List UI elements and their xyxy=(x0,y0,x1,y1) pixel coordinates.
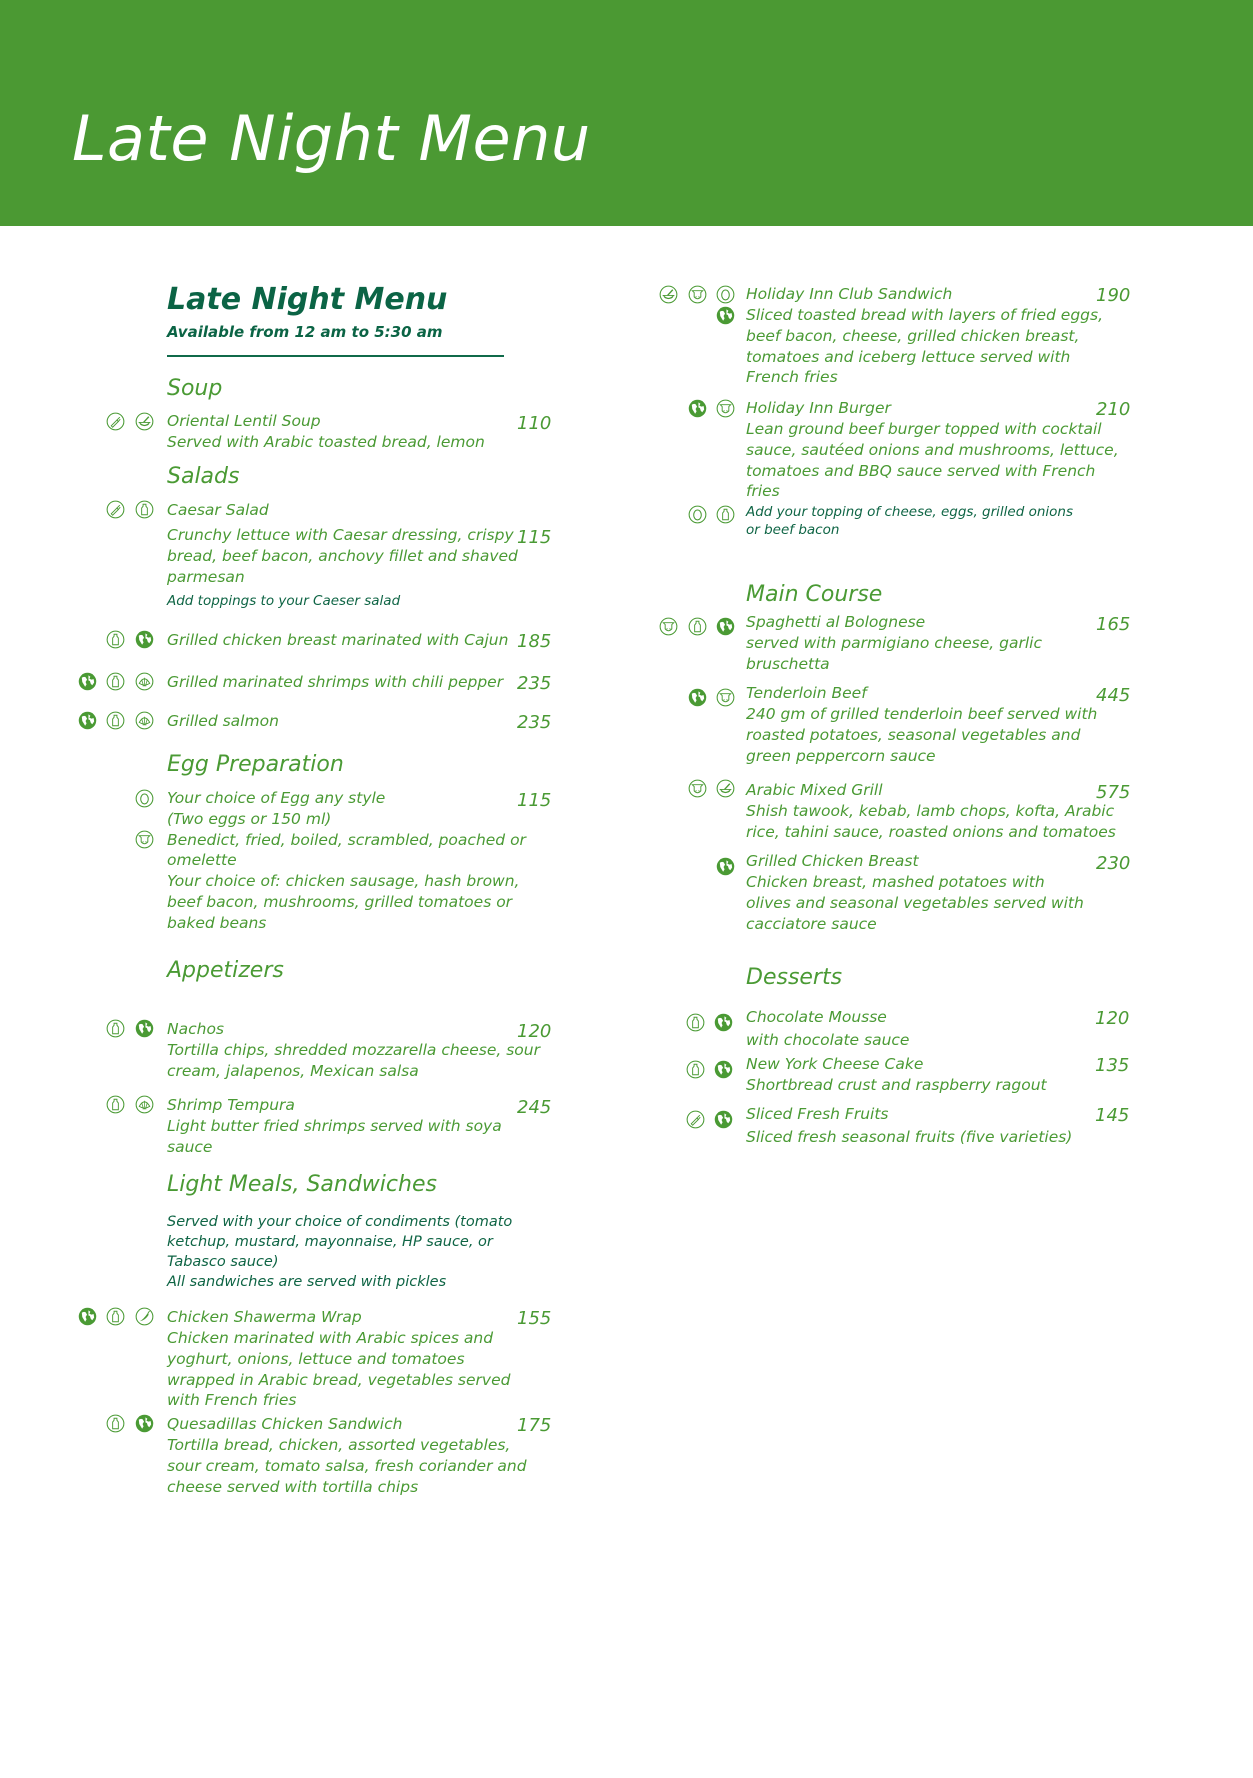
item-price: 110 xyxy=(517,413,552,434)
dairy-icon xyxy=(106,1414,125,1433)
item-description xyxy=(167,1435,527,1497)
desc-line: Light butter fried shrimps served with soya xyxy=(167,1117,502,1135)
item-description: Shortbread crust and raspberry ragout xyxy=(746,1076,1047,1094)
desc-line: parmesan xyxy=(167,567,245,586)
beef-icon xyxy=(688,285,707,304)
item-description xyxy=(746,704,1097,766)
item-description xyxy=(746,801,1116,843)
section-title-eggs: Egg Preparation xyxy=(167,752,344,777)
section-title-main-course: Main Course xyxy=(746,582,883,607)
item-description xyxy=(746,633,1042,675)
international-icon xyxy=(716,857,735,876)
vegetarian-icon xyxy=(106,500,125,519)
desc-line: French fries xyxy=(746,368,838,387)
desc-line: Lean ground beef burger topped with cocktail xyxy=(746,420,1102,438)
item-price: 175 xyxy=(517,1415,552,1436)
desc-line: Chicken breast, mashed potatoes with xyxy=(746,873,1045,891)
desc-line: beef bacon, mushrooms, grilled tomatoes or xyxy=(167,892,513,911)
international-icon xyxy=(78,711,97,730)
item-name: Oriental Lentil Soup xyxy=(167,412,321,430)
desc-line: Your choice of Egg any style xyxy=(167,789,386,807)
item-name: Holiday Inn Burger xyxy=(746,399,891,417)
item-name: Grilled Chicken Breast xyxy=(746,852,919,870)
item-description xyxy=(167,1040,540,1082)
egg-icon xyxy=(135,789,154,808)
item-name: Holiday Inn Club Sandwich xyxy=(746,285,953,303)
international-icon xyxy=(135,630,154,649)
note-line: or beef bacon xyxy=(746,521,840,538)
international-icon xyxy=(716,617,735,636)
item-description: with chocolate sauce xyxy=(746,1031,910,1049)
spicy-icon xyxy=(135,1307,154,1326)
desc-line: rice, tahini sauce, roasted onions and tomatoes xyxy=(746,822,1116,841)
dairy-icon xyxy=(106,1095,125,1114)
topping-price: 235 xyxy=(517,673,552,694)
desc-line: green peppercorn sauce xyxy=(746,746,936,765)
dairy-icon xyxy=(106,630,125,649)
item-price: 245 xyxy=(517,1097,552,1118)
desc-line: served with parmigiano cheese, garlic xyxy=(746,634,1042,652)
desc-line: sauce, sautéed onions and mushrooms, lettuce, xyxy=(746,440,1119,459)
beef-icon xyxy=(135,830,154,849)
item-description xyxy=(167,525,518,587)
item-price: 155 xyxy=(517,1308,552,1329)
signature-dish-icon xyxy=(135,412,154,431)
international-icon xyxy=(716,306,735,325)
egg-icon xyxy=(716,285,735,304)
signature-dish-icon xyxy=(716,779,735,798)
desc-line: roasted potatoes, seasonal vegetables and xyxy=(746,725,1081,744)
international-icon xyxy=(78,672,97,691)
item-price: 135 xyxy=(1095,1055,1130,1076)
desc-line: 240 gm of grilled tenderloin beef served with xyxy=(746,705,1098,723)
item-description: Served with Arabic toasted bread, lemon xyxy=(167,433,485,451)
international-icon xyxy=(135,1019,154,1038)
seafood-icon xyxy=(135,1095,154,1114)
international-icon xyxy=(714,1060,733,1079)
divider xyxy=(167,355,504,357)
international-icon xyxy=(714,1110,733,1129)
seafood-icon xyxy=(135,672,154,691)
item-description xyxy=(167,1116,502,1158)
desc-line: fries xyxy=(746,482,780,501)
topping-name: Grilled chicken breast marinated with Cajun xyxy=(167,631,509,649)
desc-line: bruschetta xyxy=(746,654,830,673)
item-name: Shrimp Tempura xyxy=(167,1096,295,1114)
note-line: Served with your choice of condiments (tomato xyxy=(167,1214,513,1230)
note-line: Add your topping of cheese, eggs, grilled onions xyxy=(746,504,1073,520)
desc-line: with French fries xyxy=(167,1391,297,1410)
topping-price: 185 xyxy=(517,631,552,652)
desc-line: tomatoes and BBQ sauce served with French xyxy=(746,461,1096,480)
desc-line: Tortilla bread, chicken, assorted vegetables, xyxy=(167,1436,511,1454)
desc-line: Chicken marinated with Arabic spices and xyxy=(167,1329,494,1347)
item-price: 120 xyxy=(1095,1008,1130,1029)
dairy-icon xyxy=(106,1307,125,1326)
international-icon xyxy=(78,1307,97,1326)
section-title-salads: Salads xyxy=(167,464,240,489)
item-name: Chocolate Mousse xyxy=(746,1008,887,1026)
menu-title: Late Night Menu xyxy=(167,282,448,317)
signature-dish-icon xyxy=(659,285,678,304)
item-price: 575 xyxy=(1096,782,1131,803)
item-description xyxy=(746,872,1084,934)
note-line: Tabasco sauce) xyxy=(167,1254,279,1270)
international-icon xyxy=(688,399,707,418)
banner-title: Late Night Menu xyxy=(72,102,591,175)
desc-line: Benedict, fried, boiled, scrambled, poached or xyxy=(167,830,526,849)
item-price: 115 xyxy=(517,527,552,548)
dairy-icon xyxy=(686,1060,705,1079)
desc-line: olives and seasonal vegetables served with xyxy=(746,893,1084,912)
beef-icon xyxy=(659,617,678,636)
desc-line: sauce xyxy=(167,1137,213,1156)
item-price: 120 xyxy=(517,1021,552,1042)
item-description xyxy=(167,1328,510,1411)
item-description xyxy=(746,419,1119,502)
desc-line: Crunchy lettuce with Caesar dressing, crispy xyxy=(167,526,514,544)
item-name: Chicken Shawerma Wrap xyxy=(167,1308,362,1326)
seafood-icon xyxy=(135,711,154,730)
burger-toppings-note xyxy=(746,504,1073,539)
item-description: Sliced fresh seasonal fruits (five varieties) xyxy=(746,1128,1073,1146)
item-price: 115 xyxy=(517,790,552,811)
item-name: Spaghetti al Bolognese xyxy=(746,613,926,631)
note-line: ketchup, mustard, mayonnaise, HP sauce, or xyxy=(167,1234,493,1250)
vegetarian-icon xyxy=(686,1110,705,1129)
condiments-note xyxy=(167,1212,512,1292)
note-line: All sandwiches are served with pickles xyxy=(167,1274,447,1290)
desc-line: yoghurt, onions, lettuce and tomatoes xyxy=(167,1349,465,1368)
dairy-icon xyxy=(135,500,154,519)
desc-line: Sliced toasted bread with layers of fried eggs, xyxy=(746,306,1104,324)
egg-description xyxy=(167,788,526,934)
dairy-icon xyxy=(686,1013,705,1032)
item-price: 190 xyxy=(1096,285,1131,306)
desc-line: (Two eggs or 150 ml) xyxy=(167,809,332,828)
beef-icon xyxy=(716,688,735,707)
international-icon xyxy=(688,688,707,707)
desc-line: omelette xyxy=(167,851,237,870)
item-price: 445 xyxy=(1096,685,1131,706)
desc-line: tomatoes and iceberg lettuce served with xyxy=(746,347,1071,366)
header-banner xyxy=(0,0,1253,226)
item-name: Tenderloin Beef xyxy=(746,684,867,702)
international-icon xyxy=(714,1013,733,1032)
section-title-light-meals: Light Meals, Sandwiches xyxy=(167,1172,437,1197)
dairy-icon xyxy=(106,672,125,691)
egg-icon xyxy=(688,505,707,524)
salad-toppings-note: Add toppings to your Caeser salad xyxy=(167,593,401,609)
item-name: Caesar Salad xyxy=(167,501,269,519)
desc-line: cheese served with tortilla chips xyxy=(167,1477,419,1496)
beef-icon xyxy=(716,399,735,418)
dairy-icon xyxy=(106,711,125,730)
desc-line: beef bacon, cheese, grilled chicken breast, xyxy=(746,326,1080,345)
topping-name: Grilled marinated shrimps with chili pepper xyxy=(167,673,504,691)
item-price: 230 xyxy=(1096,853,1131,874)
desc-line: sour cream, tomato salsa, fresh coriander and xyxy=(167,1456,527,1475)
desc-line: baked beans xyxy=(167,913,267,932)
section-title-soup: Soup xyxy=(167,376,223,401)
dairy-icon xyxy=(106,1019,125,1038)
desc-line: bread, beef bacon, anchovy fillet and shaved xyxy=(167,546,518,565)
item-description xyxy=(746,305,1103,388)
topping-name: Grilled salmon xyxy=(167,712,279,730)
desc-line: cream, jalapenos, Mexican salsa xyxy=(167,1061,419,1080)
desc-line: Shish tawook, kebab, lamb chops, kofta, Arabic xyxy=(746,802,1115,820)
item-name: Sliced Fresh Fruits xyxy=(746,1105,889,1123)
beef-icon xyxy=(688,779,707,798)
topping-price: 235 xyxy=(517,712,552,733)
dairy-icon xyxy=(716,505,735,524)
item-price: 145 xyxy=(1095,1105,1130,1126)
item-name: New York Cheese Cake xyxy=(746,1055,924,1073)
item-name: Arabic Mixed Grill xyxy=(746,781,883,799)
dairy-icon xyxy=(688,617,707,636)
vegetarian-icon xyxy=(106,412,125,431)
desc-line: cacciatore sauce xyxy=(746,914,877,933)
desc-line: Your choice of: chicken sausage, hash brown, xyxy=(167,872,520,891)
menu-availability: Available from 12 am to 5:30 am xyxy=(167,323,443,341)
desc-line: Tortilla chips, shredded mozzarella cheese, sour xyxy=(167,1041,540,1059)
item-name: Nachos xyxy=(167,1020,224,1038)
section-title-desserts: Desserts xyxy=(746,965,843,990)
item-price: 165 xyxy=(1096,614,1131,635)
international-icon xyxy=(135,1414,154,1433)
desc-line: wrapped in Arabic bread, vegetables served xyxy=(167,1370,511,1389)
item-price: 210 xyxy=(1096,399,1131,420)
item-name: Quesadillas Chicken Sandwich xyxy=(167,1415,403,1433)
section-title-appetizers: Appetizers xyxy=(167,958,284,983)
